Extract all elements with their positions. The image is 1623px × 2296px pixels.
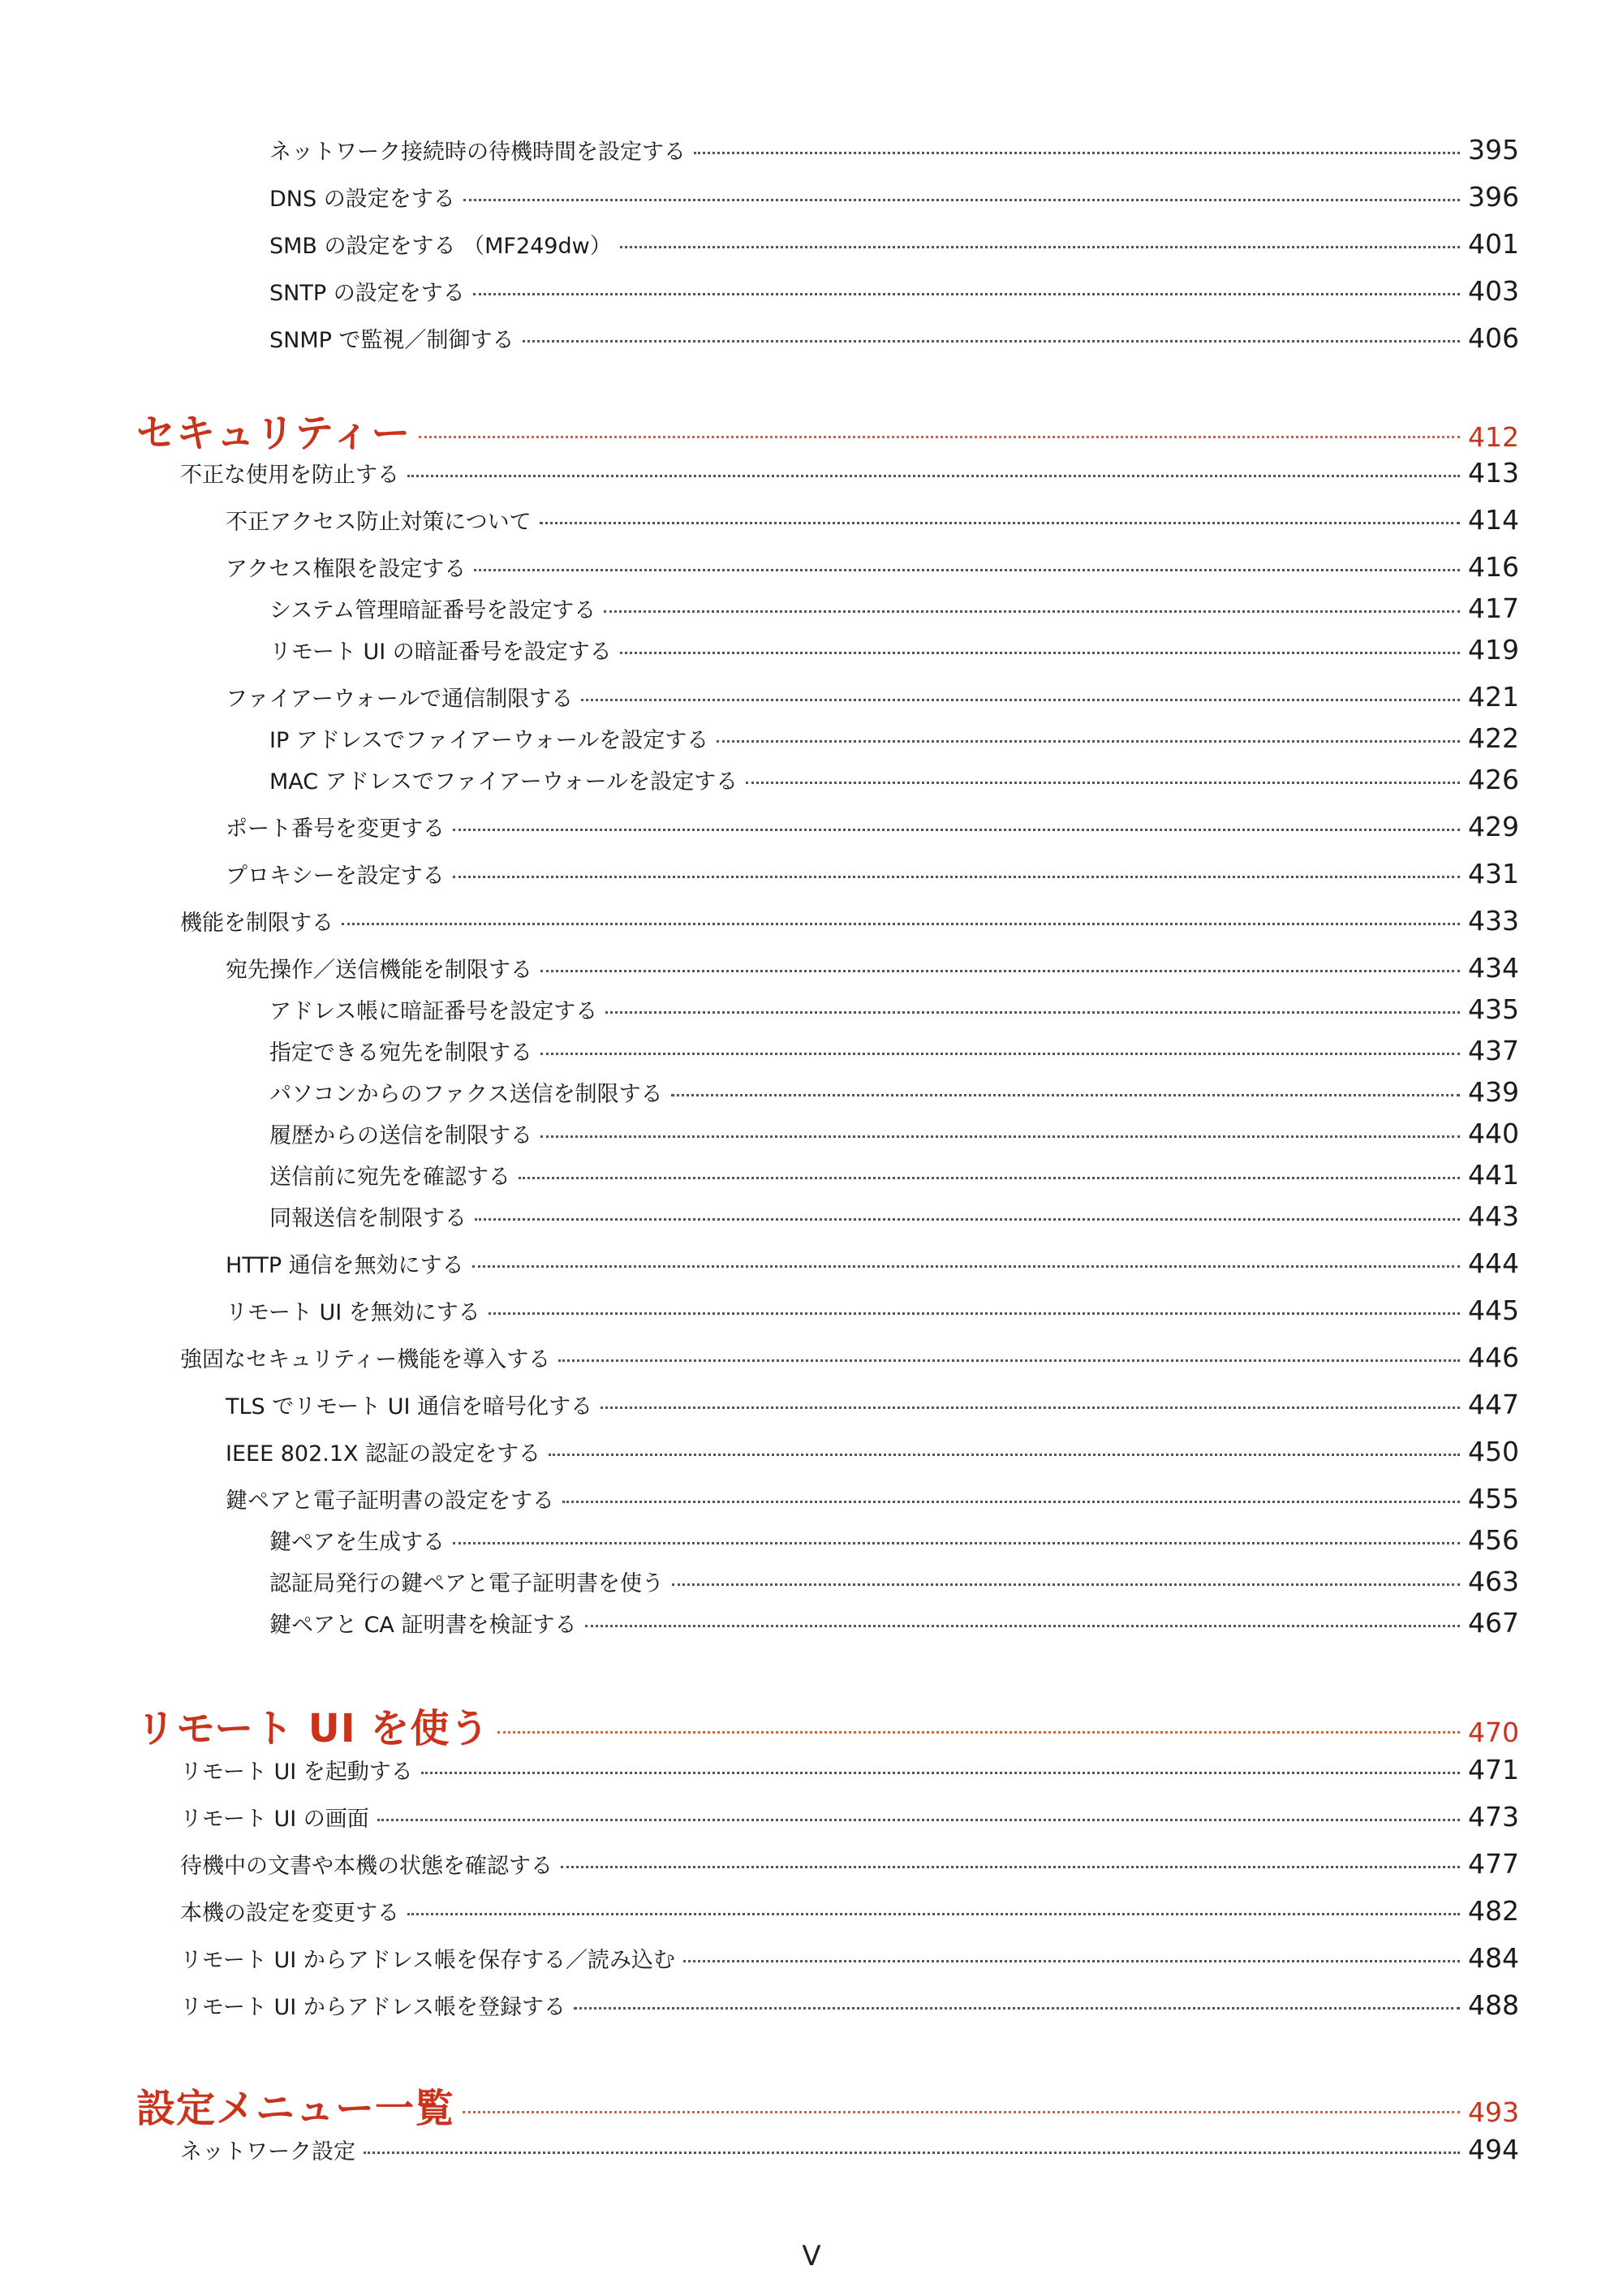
toc-entry-page-number: 440 (1468, 1118, 1519, 1149)
toc-entry-title: リモート UI を使う (136, 1706, 490, 1751)
toc-entry[interactable] (180, 1342, 1519, 1373)
toc-entry[interactable] (180, 1754, 1519, 1786)
toc-entry[interactable] (226, 1436, 1519, 1467)
dot-leader (540, 1053, 1460, 1055)
toc-entry-title: ファイアーウォールで通信制限する (226, 687, 574, 712)
toc-entry-title: アクセス権限を設定する (226, 557, 467, 582)
toc-entry-title: リモート UI の暗証番号を設定する (269, 640, 612, 665)
toc-entry-title: プロキシーを設定する (226, 864, 445, 889)
dot-leader (474, 569, 1460, 571)
toc-entry[interactable] (226, 1483, 1519, 1514)
toc-entry-page-number: 450 (1468, 1436, 1519, 1467)
toc-entry[interactable] (226, 504, 1519, 536)
toc-entry-page-number: 417 (1468, 592, 1519, 624)
toc-entry-page-number: 470 (1468, 1717, 1519, 1748)
dot-leader (746, 782, 1460, 784)
toc-entry[interactable] (269, 134, 1519, 166)
dot-leader (453, 829, 1460, 831)
dot-leader (364, 2152, 1460, 2154)
toc-entry-title: アドレス帳に暗証番号を設定する (269, 999, 598, 1024)
toc-entry-title: 同報送信を制限する (269, 1206, 467, 1231)
toc-entry-page-number: 422 (1468, 722, 1519, 754)
dot-leader (540, 522, 1460, 524)
toc-entry-page-number: 414 (1468, 504, 1519, 536)
toc-entry-title: IEEE 802.1X 認証の設定をする (226, 1441, 541, 1467)
dot-leader (421, 1772, 1460, 1774)
toc-entry-title: HTTP 通信を無効にする (226, 1253, 464, 1278)
toc-entry-title: 認証局発行の鍵ペアと電子証明書を使う (269, 1571, 664, 1596)
toc-entry-title: 設定メニュー一覧 (136, 2086, 455, 2131)
toc-entry-title: パソコンからのファクス送信を制限する (269, 1082, 663, 1107)
toc-entry-title: リモート UI を無効にする (226, 1300, 480, 1325)
toc-entry-page-number: 419 (1468, 634, 1519, 666)
toc-entry-page-number: 403 (1468, 275, 1519, 307)
toc-entry[interactable] (269, 722, 1519, 754)
toc-entry-title: 履歴からの送信を制限する (269, 1123, 532, 1148)
toc-entry[interactable] (269, 1607, 1519, 1639)
toc-entry-title: 宛先操作／送信機能を制限する (226, 958, 532, 983)
toc-entry-title: 待機中の文書や本機の状態を確認する (180, 1854, 553, 1879)
toc-entry[interactable] (180, 905, 1519, 937)
toc-entry-page-number: 488 (1468, 1989, 1519, 2021)
toc-entry-title: 不正アクセス防止対策について (226, 510, 532, 535)
toc-entry[interactable] (269, 764, 1519, 795)
toc-entry[interactable] (226, 811, 1519, 842)
toc-entry[interactable] (180, 2134, 1519, 2165)
toc-entry[interactable] (269, 181, 1519, 213)
toc-entry-page-number: 434 (1468, 952, 1519, 984)
toc-entry[interactable] (180, 1801, 1519, 1833)
toc-entry-page-number: 456 (1468, 1524, 1519, 1556)
toc-entry[interactable] (269, 993, 1519, 1025)
toc-entry-title: リモート UI からアドレス帳を保存する／読み込む (180, 1948, 675, 1973)
toc-entry-title: 送信前に宛先を確認する (269, 1165, 510, 1190)
dot-leader (463, 2111, 1460, 2113)
toc-entry-page-number: 484 (1468, 1942, 1519, 1974)
toc-entry-title: 鍵ペアを生成する (269, 1530, 445, 1555)
toc-entry-page-number: 416 (1468, 551, 1519, 583)
dot-leader (694, 152, 1460, 154)
dot-leader (605, 1011, 1460, 1014)
toc-entry-title: 鍵ペアと電子証明書の設定をする (226, 1488, 554, 1514)
dot-leader (562, 1501, 1460, 1503)
toc-entry[interactable] (269, 228, 1519, 260)
toc-entry[interactable] (180, 1895, 1519, 1927)
toc-entry-title: TLS でリモート UI 通信を暗号化する (226, 1394, 593, 1419)
toc-entry[interactable] (269, 275, 1519, 307)
dot-leader (419, 436, 1460, 438)
toc-entry[interactable] (269, 1200, 1519, 1232)
page-number-footer: V (802, 2240, 821, 2272)
dot-leader (604, 610, 1460, 613)
toc-entry-title: MAC アドレスでファイアーウォールを設定する (269, 769, 738, 795)
dot-leader (540, 1135, 1460, 1138)
toc-entry-page-number: 463 (1468, 1566, 1519, 1597)
dot-leader (581, 699, 1460, 701)
dot-leader (574, 2007, 1460, 2010)
toc-entry[interactable] (180, 1848, 1519, 1880)
toc-entry-page-number: 447 (1468, 1389, 1519, 1420)
toc-entry-title: ネットワーク接続時の待機時間を設定する (269, 140, 686, 165)
toc-entry-title: 機能を制限する (180, 911, 334, 936)
dot-leader (561, 1866, 1460, 1868)
toc-chapter-entry[interactable] (136, 2077, 1519, 2133)
dot-leader (672, 1583, 1460, 1586)
toc-entry[interactable] (269, 322, 1519, 354)
dot-leader (453, 1542, 1460, 1544)
dot-leader (540, 970, 1460, 972)
toc-entry-page-number: 412 (1468, 421, 1519, 453)
toc-entry-title: ポート番号を変更する (226, 816, 445, 842)
toc-entry[interactable] (226, 1247, 1519, 1279)
dot-leader (473, 293, 1460, 295)
toc-entry[interactable] (226, 681, 1519, 713)
toc-entry[interactable] (226, 952, 1519, 984)
toc-entry-page-number: 395 (1468, 134, 1519, 166)
toc-entry-page-number: 471 (1468, 1754, 1519, 1786)
dot-leader (523, 340, 1461, 342)
toc-entry-page-number: 455 (1468, 1483, 1519, 1514)
dot-leader (407, 475, 1460, 477)
dot-leader (453, 876, 1460, 878)
toc-entry[interactable] (269, 1035, 1519, 1066)
toc-entry[interactable] (180, 1989, 1519, 2021)
toc-entry-title: SNTP の設定をする (269, 281, 465, 306)
toc-entry-page-number: 396 (1468, 181, 1519, 213)
dot-leader (472, 1265, 1460, 1268)
toc-entry-page-number: 482 (1468, 1895, 1519, 1927)
toc-chapter-entry[interactable] (136, 1697, 1519, 1753)
toc-entry-page-number: 429 (1468, 811, 1519, 842)
dot-leader (407, 1913, 1460, 1915)
toc-entry-page-number: 446 (1468, 1342, 1519, 1373)
dot-leader (463, 199, 1460, 201)
toc-entry-page-number: 406 (1468, 322, 1519, 354)
dot-leader (601, 1406, 1460, 1409)
dot-leader (489, 1312, 1460, 1315)
toc-entry-page-number: 477 (1468, 1848, 1519, 1880)
toc-entry-title: 強固なセキュリティー機能を導入する (180, 1347, 551, 1372)
toc-entry-title: DNS の設定をする (269, 187, 455, 212)
dot-leader (549, 1454, 1460, 1456)
toc-entry-page-number: 493 (1468, 2096, 1519, 2128)
toc-entry[interactable] (269, 592, 1519, 624)
dot-leader (377, 1819, 1460, 1821)
toc-entry-page-number: 494 (1468, 2134, 1519, 2165)
toc-entry-page-number: 443 (1468, 1200, 1519, 1232)
toc-entry[interactable] (269, 1566, 1519, 1597)
dot-leader (683, 1960, 1460, 1962)
toc-entry[interactable] (226, 1294, 1519, 1326)
toc-entry-page-number: 444 (1468, 1247, 1519, 1279)
toc-entry[interactable] (180, 457, 1519, 489)
toc-entry[interactable] (226, 858, 1519, 890)
toc-entry[interactable] (269, 1524, 1519, 1556)
toc-entry-page-number: 439 (1468, 1076, 1519, 1108)
dot-leader (558, 1359, 1460, 1362)
toc-entry[interactable] (269, 1076, 1519, 1108)
toc-entry[interactable] (269, 1118, 1519, 1149)
toc-entry-page-number: 433 (1468, 905, 1519, 937)
dot-leader (671, 1094, 1460, 1096)
toc-entry-page-number: 437 (1468, 1035, 1519, 1066)
dot-leader (342, 923, 1460, 925)
toc-entry-title: セキュリティー (136, 411, 411, 456)
dot-leader (585, 1625, 1461, 1627)
toc-entry-page-number: 441 (1468, 1159, 1519, 1191)
toc-entry-title: リモート UI を起動する (180, 1760, 413, 1785)
dot-leader (620, 246, 1460, 248)
toc-entry-title: SMB の設定をする （MF249dw） (269, 234, 612, 259)
toc-entry-title: システム管理暗証番号を設定する (269, 598, 596, 623)
toc-entry-page-number: 401 (1468, 228, 1519, 260)
toc-entry[interactable] (269, 634, 1519, 666)
dot-leader (497, 1731, 1460, 1734)
dot-leader (475, 1218, 1460, 1221)
toc-entry-page-number: 413 (1468, 457, 1519, 489)
toc-entry-title: SNMP で監視／制御する (269, 328, 514, 353)
dot-leader (620, 652, 1460, 654)
toc-entry-page-number: 431 (1468, 858, 1519, 890)
toc-chapter-entry[interactable] (136, 402, 1519, 458)
toc-entry-title: 本機の設定を変更する (180, 1901, 399, 1926)
toc-entry-title: リモート UI の画面 (180, 1807, 369, 1832)
toc-entry-title: ネットワーク設定 (180, 2139, 355, 2165)
toc-entry-page-number: 473 (1468, 1801, 1519, 1833)
toc-entry-title: 不正な使用を防止する (180, 463, 399, 488)
toc-entry-page-number: 445 (1468, 1294, 1519, 1326)
toc-entry[interactable] (226, 551, 1519, 583)
toc-entry-title: 鍵ペアと CA 証明書を検証する (269, 1613, 577, 1638)
toc-entry-title: IP アドレスでファイアーウォールを設定する (269, 728, 709, 753)
dot-leader (519, 1177, 1460, 1179)
toc-entry-page-number: 467 (1468, 1607, 1519, 1639)
toc-entry-page-number: 435 (1468, 993, 1519, 1025)
toc-entry[interactable] (226, 1389, 1519, 1420)
toc-entry[interactable] (269, 1159, 1519, 1191)
toc-entry-title: リモート UI からアドレス帳を登録する (180, 1995, 566, 2020)
toc-entry-title: 指定できる宛先を制限する (269, 1040, 532, 1066)
toc-entry[interactable] (180, 1942, 1519, 1974)
dot-leader (717, 740, 1460, 743)
toc-entry-page-number: 421 (1468, 681, 1519, 713)
toc-entry-page-number: 426 (1468, 764, 1519, 795)
